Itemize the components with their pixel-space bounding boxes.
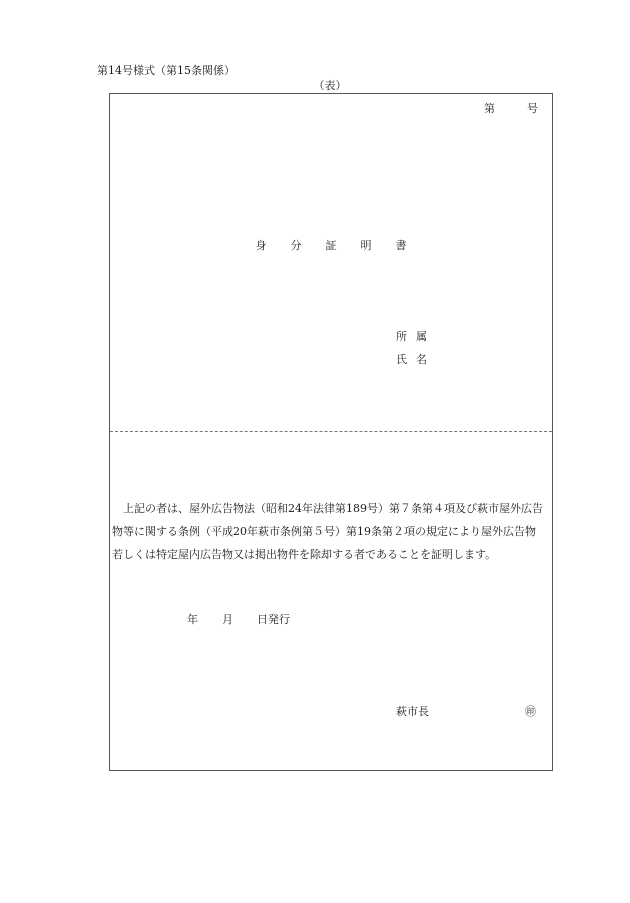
title-char: 分 — [290, 239, 302, 252]
title-char: 証 — [325, 239, 337, 252]
issue-day: 日発行 — [257, 613, 290, 626]
certificate-number — [484, 102, 538, 116]
name-label — [396, 353, 436, 367]
title-char: 書 — [395, 239, 407, 252]
cut-line — [110, 431, 552, 432]
seal-mark: ㊞ — [525, 705, 536, 718]
affiliation-char: 所 — [396, 330, 407, 343]
issuer-name: 萩市長 — [396, 705, 429, 718]
issue-year: 年 — [187, 613, 198, 626]
affiliation-char: 属 — [416, 330, 427, 343]
affiliation-label — [396, 330, 436, 344]
name-char: 氏 — [396, 353, 407, 366]
certificate-frame — [109, 93, 553, 771]
name-char: 名 — [416, 353, 427, 366]
form-number-label: 第14号様式（第15条関係） — [97, 64, 235, 77]
issue-month: 月 — [222, 613, 233, 626]
title-char: 明 — [360, 239, 372, 252]
certification-statement: 上記の者は、屋外広告物法（昭和24年法律第189号）第７条第４項及び萩市屋外広告物等に関する条例（平成20年萩市条例第５号）第19条第２項の規定により屋外広告物若しくは特定屋内広告物又は掲出物件を除却する者であることを証明します。 — [112, 502, 543, 561]
front-side-label: （表） — [313, 79, 347, 92]
issue-date — [187, 613, 290, 627]
certificate-number-prefix: 第 — [484, 102, 495, 115]
certificate-number-suffix: 号 — [527, 102, 538, 115]
certificate-title — [110, 239, 552, 253]
title-char: 身 — [255, 239, 267, 252]
